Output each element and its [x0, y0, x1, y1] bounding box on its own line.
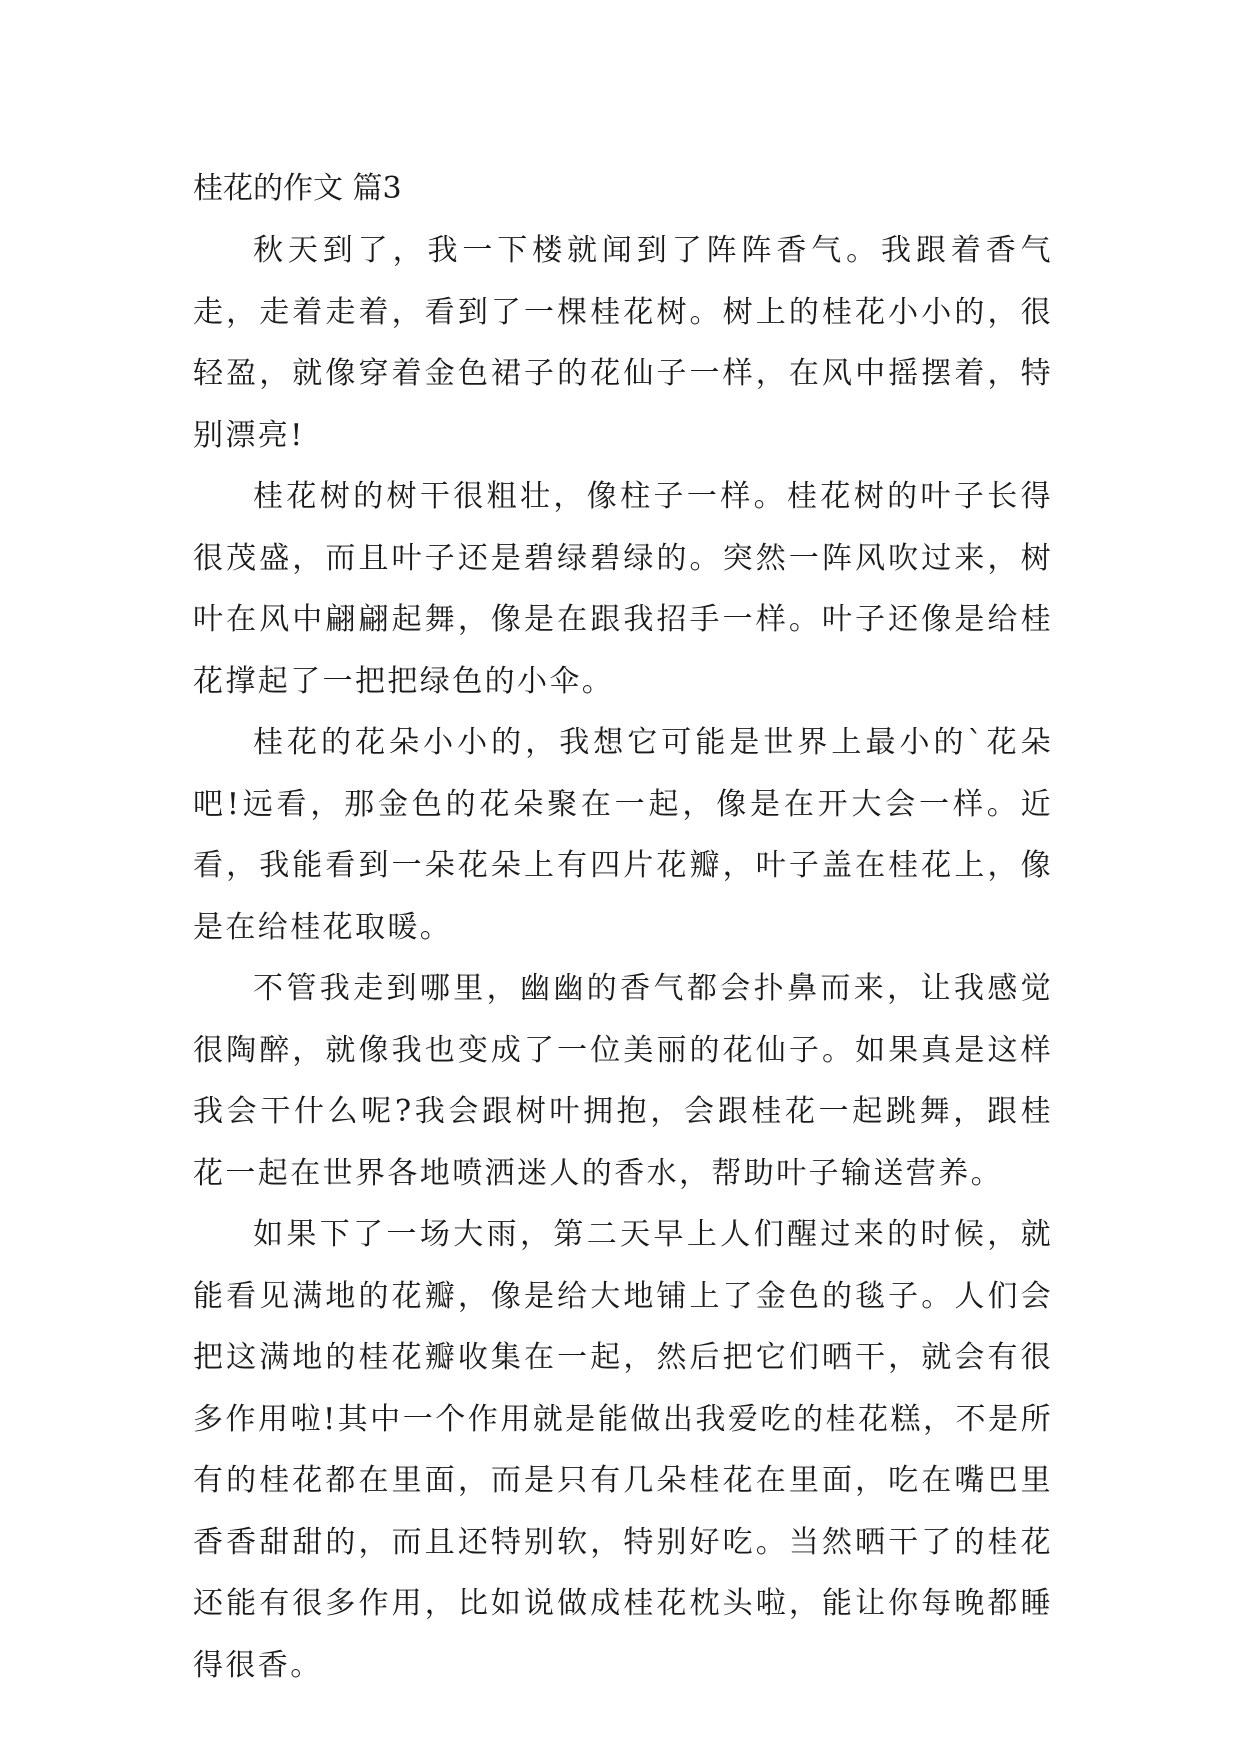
- paragraph-1: 秋天到了，我一下楼就闻到了阵阵香气。我跟着香气走，走着走着，看到了一棵桂花树。树上的桂花小小的，很轻盈，就像穿着金色裙子的花仙子一样，在风中摇摆着，特别漂亮!: [193, 233, 1053, 453]
- paragraph-3: 桂花的花朵小小的，我想它可能是世界上最小的`花朵吧!远看，那金色的花朵聚在一起，像是在开大会一样。近看，我能看到一朵花朵上有四片花瓣，叶子盖在桂花上，像是在给桂花取暖。: [193, 725, 1053, 945]
- paragraph-4: 不管我走到哪里，幽幽的香气都会扑鼻而来，让我感觉很陶醉，就像我也变成了一位美丽的花仙子。如果真是这样我会干什么呢?我会跟树叶拥抱，会跟桂花一起跳舞，跟桂花一起在世界各地喷洒迷人的香水，帮助叶子输送营养。: [193, 971, 1053, 1191]
- document-title: 桂花的作文 篇3: [193, 171, 402, 206]
- paragraph-2: 桂花树的树干很粗壮，像柱子一样。桂花树的叶子长得很茂盛，而且叶子还是碧绿碧绿的。突然一阵风吹过来，树叶在风中翩翩起舞，像是在跟我招手一样。叶子还像是给桂花撑起了一把把绿色的小伞。: [193, 479, 1053, 699]
- paragraph-5: 如果下了一场大雨，第二天早上人们醒过来的时候，就能看见满地的花瓣，像是给大地铺上了金色的毯子。人们会把这满地的桂花瓣收集在一起，然后把它们晒干，就会有很多作用啦!其中一个作用就是能做出我爱吃的桂花糕，不是所有的桂花都在里面，而是只有几朵桂花在里面，吃在嘴巴里香香甜甜的，而且还特别软，特别好吃。当然晒干了的桂花还能有很多作用，比如说做成桂花枕头啦，能让你每晚都睡得很香。: [193, 1217, 1053, 1683]
- document-body: [193, 158, 1053, 1696]
